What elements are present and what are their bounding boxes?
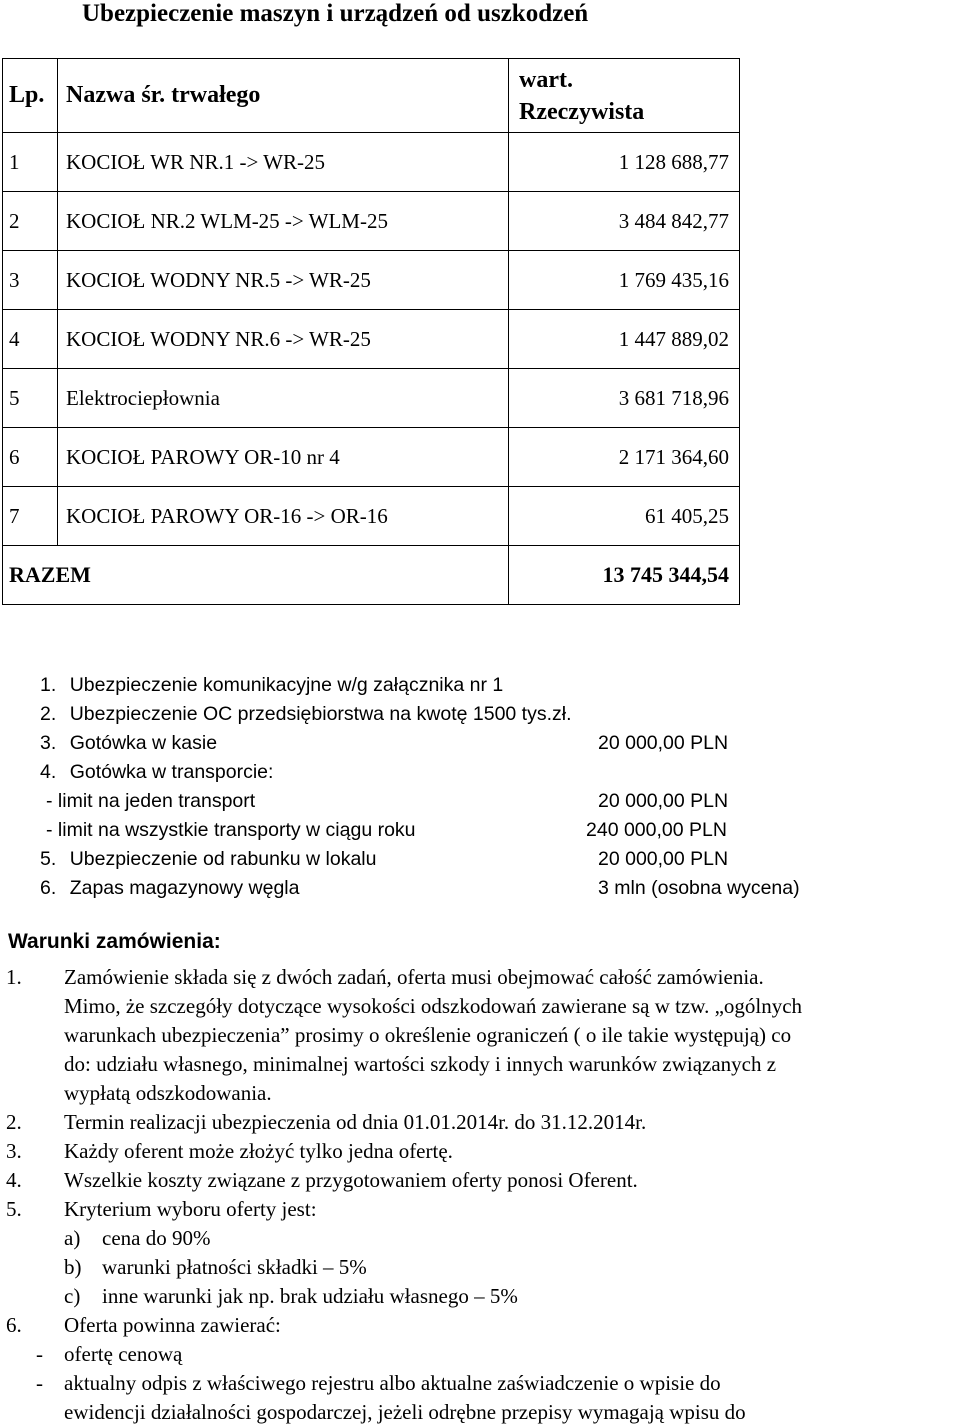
- list-item: [40, 703, 572, 726]
- bullet-dash: -: [36, 1371, 43, 1395]
- row-name: KOCIOŁ NR.2 WLM-25 -> WLM-25: [58, 192, 509, 251]
- row-value: 61 405,25: [509, 487, 740, 546]
- list-item: [40, 674, 503, 697]
- list-subitem: - limit na jeden transport: [46, 790, 256, 812]
- condition-number: 5.: [6, 1197, 22, 1221]
- header-value-line1: wart.: [519, 66, 573, 93]
- condition-line: Mimo, że szczegóły dotyczące wysokości odszkodowań zawierane są w tzw. „ogólnych: [64, 994, 803, 1018]
- table-row: [3, 310, 740, 369]
- condition-text: Wszelkie koszty związane z przygotowaniem oferty ponosi Oferent.: [64, 1168, 638, 1192]
- row-name: KOCIOŁ PAROWY OR-10 nr 4: [58, 428, 509, 487]
- list-amount: 20 000,00 PLN: [598, 732, 729, 754]
- header-lp: Lp.: [3, 59, 58, 133]
- list-text: Ubezpieczenie komunikacyjne w/g załącznika nr 1: [69, 674, 504, 696]
- list-subitem: - limit na wszystkie transporty w ciągu roku: [46, 819, 416, 841]
- condition-number: 6.: [6, 1313, 22, 1337]
- condition-number: 4.: [6, 1168, 22, 1192]
- row-name: KOCIOŁ WODNY NR.6 -> WR-25: [58, 310, 509, 369]
- bullet-dash: -: [36, 1342, 43, 1366]
- table-header-row: [3, 59, 740, 133]
- list-text: Gotówka w transporcie:: [69, 761, 274, 783]
- page-title: Ubezpieczenie maszyn i urządzeń od uszkodzeń: [82, 0, 589, 27]
- list-number: 2.: [40, 703, 57, 725]
- row-lp: 2: [3, 192, 58, 251]
- row-lp: 1: [3, 133, 58, 192]
- condition-text: Kryterium wyboru oferty jest:: [64, 1197, 317, 1221]
- list-amount: 3 mln (osobna wycena): [598, 877, 800, 899]
- row-value: 2 171 364,60: [509, 428, 740, 487]
- row-lp: 3: [3, 251, 58, 310]
- table-row: [3, 487, 740, 546]
- table-row: [3, 133, 740, 192]
- condition-number: 3.: [6, 1139, 22, 1163]
- header-value: [509, 59, 740, 133]
- row-lp: 5: [3, 369, 58, 428]
- row-value: 1 128 688,77: [509, 133, 740, 192]
- list-amount: 20 000,00 PLN: [598, 790, 729, 812]
- condition-number: 1.: [6, 965, 22, 989]
- criteria-letter: a): [64, 1226, 81, 1250]
- list-amount: 20 000,00 PLN: [598, 848, 729, 870]
- row-name: KOCIOŁ PAROWY OR-16 -> OR-16: [58, 487, 509, 546]
- row-value: 1 447 889,02: [509, 310, 740, 369]
- row-value: 3 484 842,77: [509, 192, 740, 251]
- condition-line: wypłatą odszkodowania.: [64, 1081, 272, 1105]
- table-row: [3, 428, 740, 487]
- bullet-text: aktualny odpis z właściwego rejestru albo aktualne zaświadczenie o wpisie do: [64, 1371, 721, 1395]
- list-item: [40, 761, 273, 784]
- table-row: [3, 369, 740, 428]
- list-text: Gotówka w kasie: [69, 732, 218, 754]
- list-text: Zapas magazynowy węgla: [69, 877, 300, 899]
- condition-text: Termin realizacji ubezpieczenia od dnia 01.01.2014r. do 31.12.2014r.: [64, 1110, 647, 1134]
- table-total-row: [3, 546, 740, 605]
- list-number: 6.: [40, 877, 57, 899]
- row-lp: 6: [3, 428, 58, 487]
- condition-text: Oferta powinna zawierać:: [64, 1313, 281, 1337]
- row-name: KOCIOŁ WODNY NR.5 -> WR-25: [58, 251, 509, 310]
- row-lp: 7: [3, 487, 58, 546]
- row-name: KOCIOŁ WR NR.1 -> WR-25: [58, 133, 509, 192]
- list-number: 4.: [40, 761, 57, 783]
- header-name: Nazwa śr. trwałego: [58, 59, 509, 133]
- list-number: 1.: [40, 674, 57, 696]
- criteria-text: cena do 90%: [102, 1226, 211, 1250]
- condition-line: do: udziału własnego, minimalnej wartości szkody i innych warunków związanych z: [64, 1052, 777, 1076]
- list-number: 3.: [40, 732, 57, 754]
- asset-table: [2, 58, 740, 605]
- bullet-text: ewidencji działalności gospodarczej, jeżeli odrębne przepisy wymagają wpisu do: [64, 1400, 746, 1424]
- criteria-letter: c): [64, 1284, 81, 1308]
- list-text: Ubezpieczenie od rabunku w lokalu: [69, 848, 377, 870]
- list-amount: 240 000,00 PLN: [586, 819, 727, 841]
- list-number: 5.: [40, 848, 57, 870]
- table-row: [3, 251, 740, 310]
- criteria-text: warunki płatności składki – 5%: [102, 1255, 367, 1279]
- conditions-heading: Warunki zamówienia:: [8, 930, 221, 953]
- row-name: Elektrociepłownia: [58, 369, 509, 428]
- row-value: 1 769 435,16: [509, 251, 740, 310]
- total-value: 13 745 344,54: [509, 546, 740, 605]
- list-item: [40, 732, 217, 755]
- table-row: [3, 192, 740, 251]
- total-label: RAZEM: [3, 546, 509, 605]
- list-item: [40, 877, 299, 900]
- criteria-letter: b): [64, 1255, 82, 1279]
- criteria-text: inne warunki jak np. brak udziału własnego – 5%: [102, 1284, 518, 1308]
- list-text: Ubezpieczenie OC przedsiębiorstwa na kwotę 1500 tys.zł.: [69, 703, 572, 725]
- bullet-text: ofertę cenową: [64, 1342, 183, 1366]
- row-value: 3 681 718,96: [509, 369, 740, 428]
- condition-line: warunkach ubezpieczenia” prosimy o określenie ograniczeń ( o ile takie występują) co: [64, 1023, 792, 1047]
- condition-line: Zamówienie składa się z dwóch zadań, oferta musi obejmować całość zamówienia.: [64, 965, 764, 989]
- condition-text: Każdy oferent może złożyć tylko jedna ofertę.: [64, 1139, 453, 1163]
- list-item: [40, 848, 376, 871]
- condition-number: 2.: [6, 1110, 22, 1134]
- row-lp: 4: [3, 310, 58, 369]
- header-value-line2: Rzeczywista: [519, 98, 645, 125]
